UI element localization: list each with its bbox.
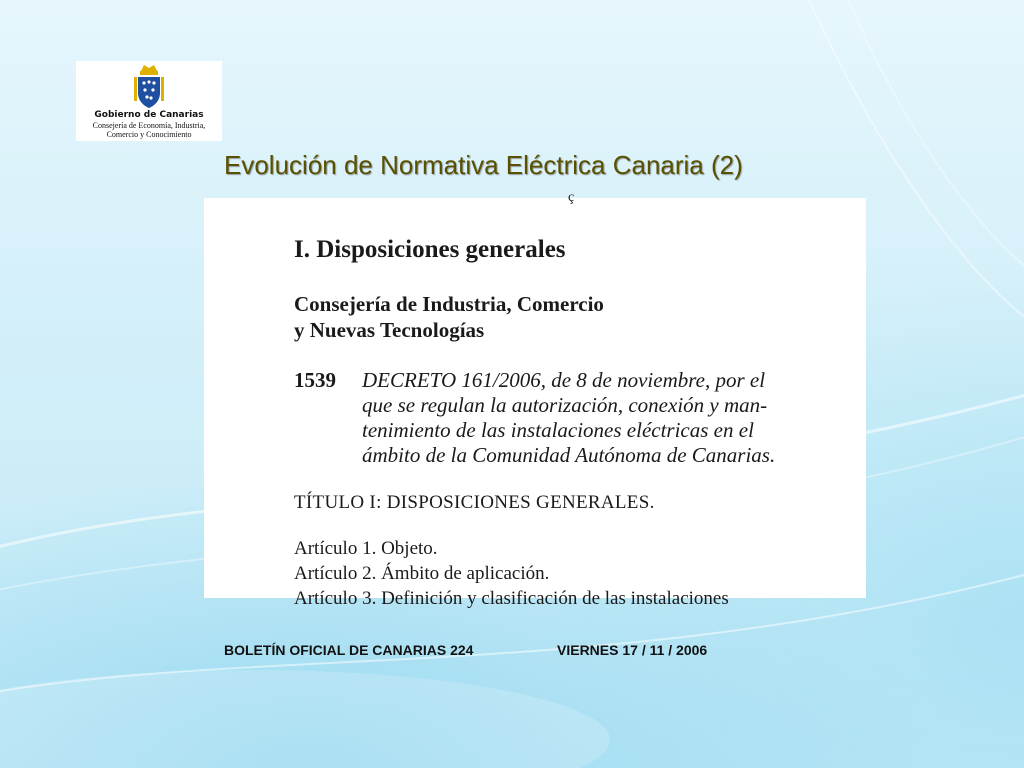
publication-caption: BOLETÍN OFICIAL DE CANARIAS 224 xyxy=(224,642,474,658)
document-article: Artículo 1. Objeto. xyxy=(294,538,438,559)
document-council-heading xyxy=(294,291,604,343)
document-council-line-1: Consejería de Industria, Comercio xyxy=(294,292,604,316)
canary-islands-coat-of-arms-icon xyxy=(132,63,166,109)
document-article: Artículo 3. Definición y clasificación de las instalaciones xyxy=(294,588,729,609)
logo-government-name: Gobierno de Canarias xyxy=(94,110,204,120)
document-decree-text xyxy=(362,368,822,468)
document-council-line-2: y Nuevas Tecnologías xyxy=(294,318,485,342)
publication-date: VIERNES 17 / 11 / 2006 xyxy=(557,642,708,658)
slide-title: Evolución de Normativa Eléctrica Canaria (2) xyxy=(224,150,743,180)
document-excerpt xyxy=(204,190,866,609)
decree-line: tenimiento de las instalaciones eléctricas en el xyxy=(362,418,754,442)
document-article: Artículo 2. Ámbito de aplicación. xyxy=(294,563,550,584)
government-logo xyxy=(76,61,222,141)
decree-line: ámbito de la Comunidad Autónoma de Canarias. xyxy=(362,443,776,467)
decree-line: DECRETO 161/2006, de 8 de noviembre, por el xyxy=(362,368,766,392)
document-cut-mark: ç xyxy=(568,190,575,205)
document-section-heading: I. Disposiciones generales xyxy=(294,236,566,263)
decree-line: que se regulan la autorización, conexión y man- xyxy=(362,393,768,417)
logo-department-line-1: Consejería de Economía, Industria, xyxy=(92,121,206,130)
logo-department-line-2: Comercio y Conocimiento xyxy=(106,130,192,139)
document-titulo-heading: TÍTULO I: DISPOSICIONES GENERALES. xyxy=(294,492,655,513)
document-number: 1539 xyxy=(294,368,336,392)
logo-department xyxy=(76,121,222,139)
